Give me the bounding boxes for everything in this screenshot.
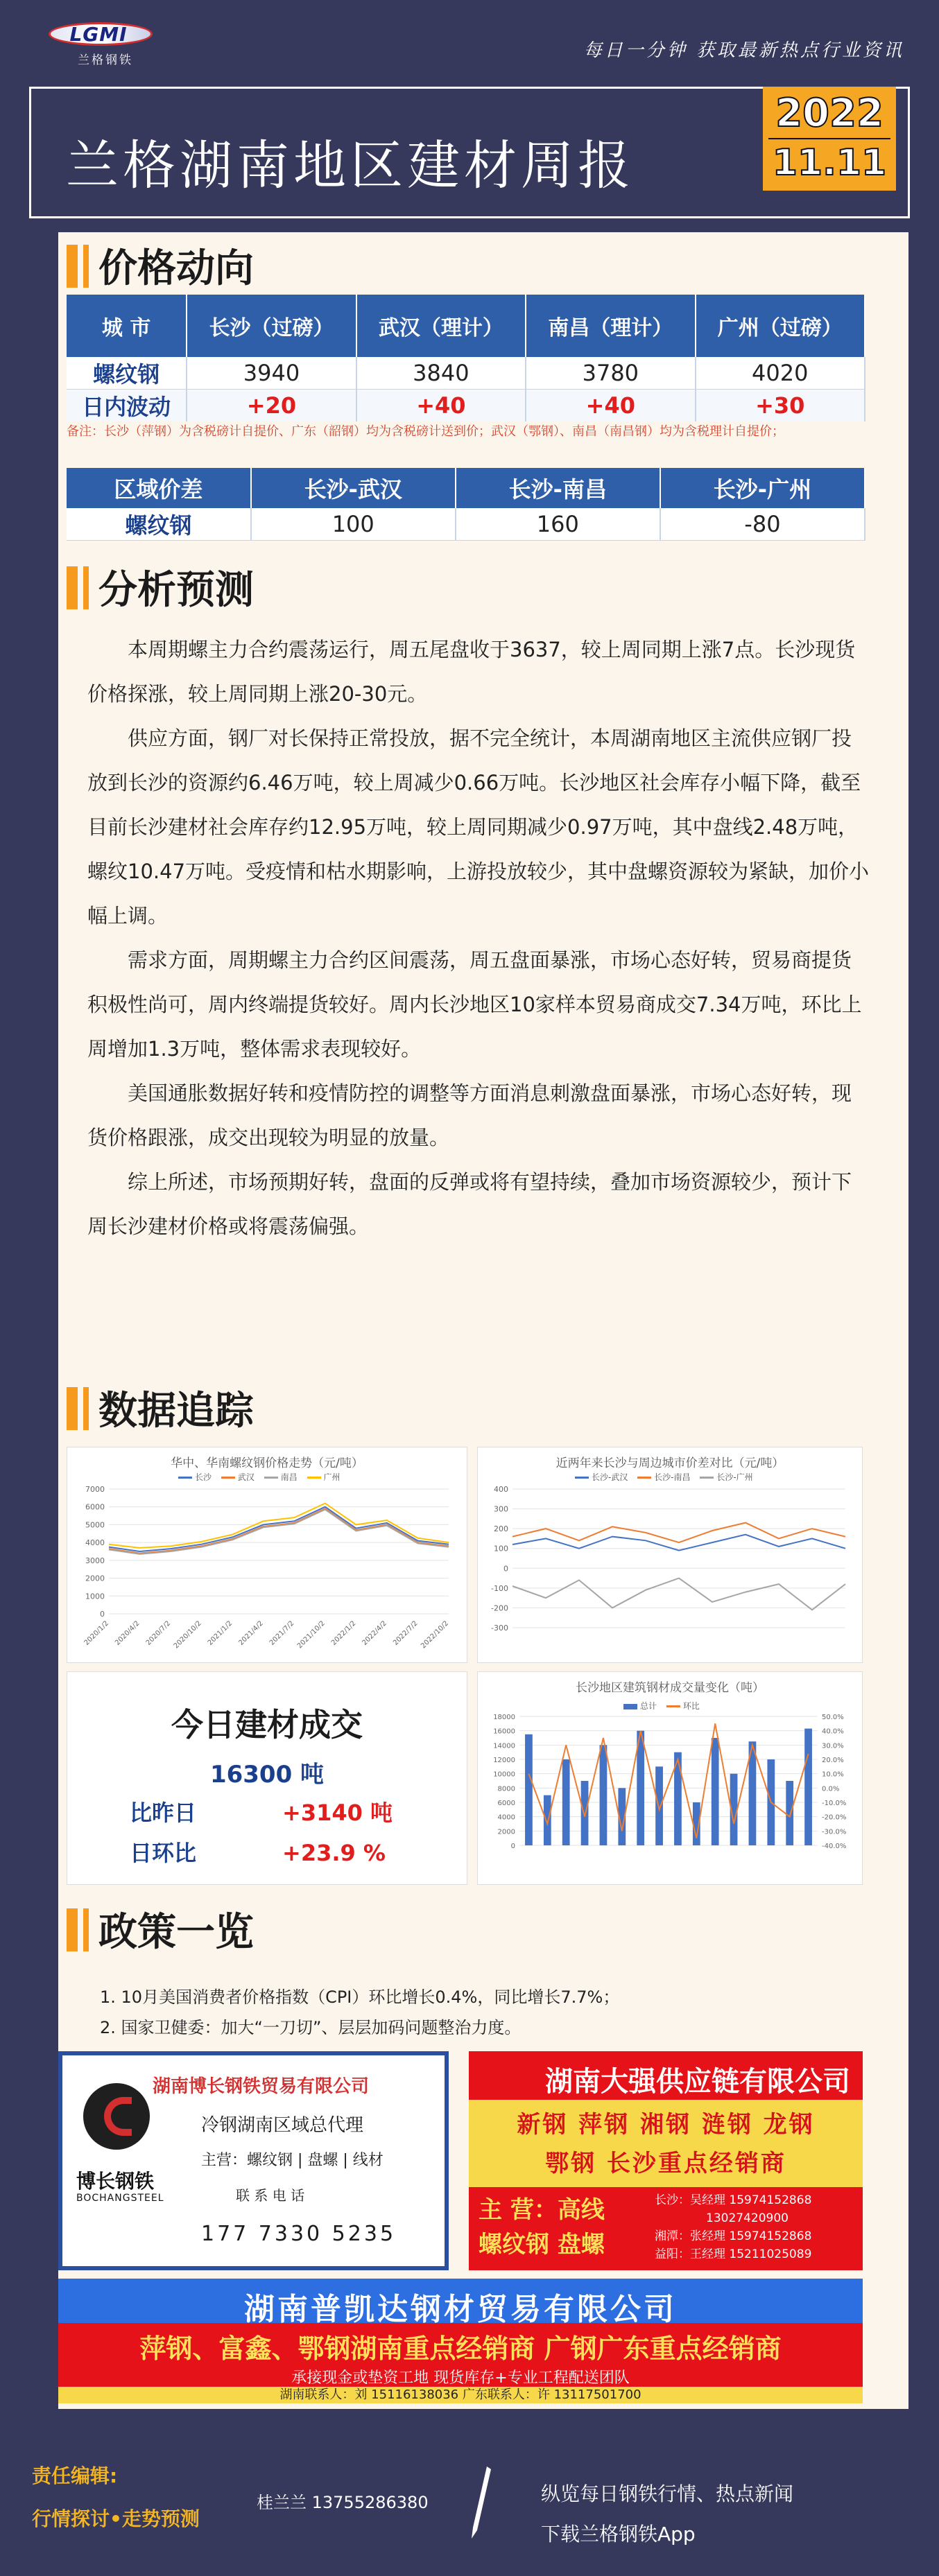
y2-tick-label: 50.0% [822, 1714, 844, 1721]
section-bar-thin [83, 566, 89, 609]
analysis-paragraph: 需求方面，周期螺主力合约区间震荡，周五盘面暴涨，市场心态好转，贸易商提货积极性尚可，周内终端提货较好。周内长沙地区10家样本贸易商成交7.34万吨，环比上周增加1.3万吨，整体需求表现较好。 [87, 948, 862, 1061]
footer-topics: 行情探讨•走势预测 [32, 2507, 200, 2530]
y2-tick-label: -10.0% [822, 1800, 847, 1807]
x-tick-label: 2020/1/2 [83, 1619, 111, 1647]
chart-price-diff-svg [478, 1447, 863, 1664]
ad-contact-line: 益阳：王经理 15211025089 [655, 2247, 812, 2261]
series-line [512, 1578, 845, 1610]
y-tick-label: -200 [491, 1603, 508, 1613]
trade-row-day-ratio [130, 1836, 386, 1868]
bar [712, 1738, 719, 1845]
table-row [67, 357, 865, 390]
section-bar-thin [83, 245, 89, 288]
bar [804, 1729, 812, 1845]
x-tick-label: 2021/10/2 [295, 1619, 327, 1651]
trade-volume: 16300 吨 [209, 1761, 325, 1789]
y2-tick-label: -20.0% [822, 1813, 847, 1822]
y-tick-label: 16000 [493, 1728, 515, 1736]
trade-row-value: +23.9 % [282, 1840, 386, 1866]
bar [544, 1795, 551, 1845]
chart-title: 华中、华南螺纹钢价格走势（元/吨） [171, 1456, 363, 1470]
ad-contact-line: 长沙：吴经理 15974152868 [655, 2193, 812, 2207]
ad-main-line: 主 营：高线 [479, 2196, 605, 2224]
ad-subtitle: 冷钢湖南区域总代理 [201, 2115, 364, 2136]
series-line [109, 1510, 449, 1554]
legend-label: 长沙-南昌 [654, 1472, 691, 1482]
y-tick-label: 0 [503, 1564, 508, 1574]
x-tick-label: 2022/1/2 [329, 1619, 358, 1647]
section-data-title: 数据追踪 [98, 1389, 254, 1434]
section-bar [67, 566, 78, 609]
chart-title: 长沙地区建筑钢材成交量变化（吨） [576, 1681, 764, 1695]
ad-daqiang[interactable] [469, 2051, 863, 2270]
chart-title: 近两年来长沙与周边城市价差对比（元/吨） [555, 1456, 784, 1470]
bochang-logo-icon [83, 2083, 150, 2150]
y-tick-label: 1000 [85, 1592, 105, 1601]
x-tick-label: 2021/7/2 [268, 1619, 296, 1647]
trade-row-value: +3140 吨 [282, 1800, 393, 1826]
ad-main-business [479, 2193, 605, 2262]
policy-item: 2. 国家卫健委：加大“一刀切”、层层加码问题整治力度。 [100, 2018, 522, 2037]
series-line [512, 1523, 845, 1543]
table-cell: +30 [696, 390, 865, 422]
analysis-paragraph: 本周期螺主力合约震荡运行，周五尾盘收于3637，较上周同期上涨7点。长沙现货价格探涨，较上周同期上涨20-30元。 [87, 638, 856, 706]
y2-tick-label: 10.0% [822, 1770, 844, 1779]
ad-tel-label: 联 系 电 话 [236, 2187, 305, 2204]
bar [600, 1745, 608, 1845]
y2-tick-label: -30.0% [822, 1828, 847, 1836]
policy-list [100, 1982, 619, 2043]
chart-price-trend [67, 1447, 467, 1663]
section-price-title: 价格动向 [98, 246, 254, 291]
trade-row-label: 比昨日 [130, 1800, 197, 1826]
y2-tick-label: 20.0% [822, 1757, 844, 1764]
legend-label: 总计 [640, 1701, 657, 1711]
price-table [67, 295, 865, 421]
logo-mark [104, 2097, 132, 2136]
x-tick-label: 2020/4/2 [114, 1619, 141, 1647]
section-analysis-title: 分析预测 [98, 568, 254, 613]
header-slogan: 每日一分钟 获取最新热点行业资讯 [583, 40, 904, 61]
table-header-cell: 广州（过磅） [696, 295, 865, 357]
y-tick-label: 14000 [493, 1742, 515, 1750]
date-badge [763, 87, 896, 191]
y-tick-label: 400 [494, 1485, 508, 1494]
table-row [67, 390, 865, 422]
ad-brand-name: 博长钢铁 [76, 2170, 155, 2193]
series-line [109, 1507, 449, 1551]
trade-row-label: 日环比 [130, 1840, 197, 1866]
price-note: 备注：长沙（萍钢）为含税磅计自提价、广东（韶钢）均为含税磅计送到价；武汉（鄂钢）、南昌（南昌钢）均为含税理计自提价； [67, 424, 784, 439]
trade-summary-card [67, 1671, 467, 1885]
chart-price-diff [477, 1447, 863, 1663]
ad-header-band [58, 2279, 863, 2327]
ad-pukaida[interactable] [58, 2279, 863, 2403]
section-bar-thin [83, 1908, 89, 1951]
footer-app-line1: 纵览每日钢铁行情、热点新闻 [541, 2482, 794, 2505]
price-diff-table [67, 468, 865, 541]
main-panel [58, 232, 908, 2409]
y-tick-label: 4000 [85, 1538, 105, 1548]
y-tick-label: 18000 [493, 1714, 515, 1721]
price-table-header [67, 295, 865, 357]
analysis-paragraph: 供应方面，钢厂对长保持正常投放，据不完全统计，本周湖南地区主流供应钢厂投放到长沙的资源约6.46万吨，较上周减少0.66万吨。长沙地区社会库存小幅下降，截至目前长沙建材社会库存约12.95万吨，较上周同期减少0.97万吨，其中盘线2.48万吨，螺纹10.47万吨。受疫情和枯水期影响，上游投放较少，其中盘螺资源较为紧缺，加价小幅上调。 [87, 726, 870, 928]
ad-dealer-line: 萍钢、富鑫、鄂钢湖南重点经销商 广钢广东重点经销商 [139, 2333, 782, 2364]
table-cell: 4020 [696, 357, 865, 390]
report-title: 兰格湖南地区建材周报 [66, 134, 635, 196]
table-header-cell: 区域价差 [67, 468, 251, 508]
ad-tel-number: 177 7330 5235 [201, 2222, 397, 2246]
x-tick-label: 2020/10/2 [172, 1619, 203, 1651]
bar [786, 1781, 793, 1845]
analysis-paragraph: 综上所述，市场预期好转，盘面的反弹或将有望持续，叠加市场资源较少，预计下周长沙建材价格或将震荡偏强。 [87, 1170, 852, 1238]
y2-tick-label: 40.0% [822, 1728, 844, 1736]
ad-company-name: 湖南大强供应链有限公司 [545, 2066, 850, 2098]
table-header-cell: 长沙-广州 [660, 468, 865, 508]
date-divider [768, 138, 890, 139]
chart-price-trend-svg [67, 1447, 468, 1664]
y-tick-label: 5000 [85, 1520, 105, 1530]
logo-text: LGMI [69, 23, 128, 46]
policy-item: 1. 10月美国消费者价格指数（CPI）环比增长0.4%，同比增长7.7%； [100, 1987, 620, 2007]
date-month-day: 11.11 [772, 142, 887, 184]
brand-logo [36, 12, 161, 68]
y-tick-label: 12000 [493, 1757, 515, 1764]
table-cell: +40 [526, 390, 695, 422]
section-bar [67, 245, 78, 288]
ad-main-line: 螺纹钢 盘螺 [479, 2231, 605, 2259]
table-cell: 螺纹钢 [67, 357, 187, 390]
table-header-cell: 城 市 [67, 295, 187, 357]
legend-label: 长沙-武汉 [592, 1472, 628, 1482]
table-cell: 160 [456, 508, 660, 541]
y-tick-label: 2000 [497, 1828, 515, 1836]
ad-main-business: 主营：螺纹钢 | 盘螺 | 线材 [201, 2152, 384, 2169]
table-header-cell: 长沙-南昌 [456, 468, 660, 508]
footer-editor-contact: 桂兰兰 13755286380 [257, 2493, 429, 2512]
table-cell: 100 [251, 508, 456, 541]
x-tick-label: 2020/7/2 [144, 1619, 173, 1647]
y-tick-label: 2000 [85, 1574, 105, 1583]
y-tick-label: 4000 [497, 1813, 515, 1822]
chart-trade-volume-svg [478, 1672, 863, 1886]
table-header-cell: 南昌（理计） [526, 295, 695, 357]
ad-brands-band [469, 2100, 863, 2187]
table-cell: +20 [187, 390, 356, 422]
ad-brands-line: 新钢 萍钢 湘钢 涟钢 龙钢 [517, 2111, 815, 2139]
ad-contact-line: 13027420900 [706, 2211, 789, 2225]
table-header-cell: 长沙（过磅） [187, 295, 356, 357]
ad-bochang[interactable] [58, 2051, 449, 2270]
table-header-cell: 武汉（理计） [356, 295, 526, 357]
diff-table-header [67, 468, 865, 508]
ad-contact-line: 湘潭：张经理 15974152868 [655, 2229, 812, 2243]
y2-tick-label: 30.0% [822, 1742, 844, 1750]
date-year: 2022 [775, 91, 884, 136]
table-cell: +40 [356, 390, 526, 422]
y-tick-label: 0 [510, 1843, 515, 1850]
y-tick-label: 200 [494, 1524, 508, 1534]
table-row [67, 508, 865, 541]
legend-label: 环比 [682, 1701, 700, 1711]
table-cell: 日内波动 [67, 390, 187, 422]
y-tick-label: 10000 [493, 1770, 515, 1779]
bar [581, 1781, 589, 1845]
section-bar [67, 1908, 78, 1951]
y-tick-label: 8000 [497, 1785, 515, 1793]
table-cell: 3840 [356, 357, 526, 390]
analysis-paragraph: 美国通胀数据好转和疫情防控的调整等方面消息刺激盘面暴涨，市场心态好转，现货价格跟涨，成交出现较为明显的放量。 [87, 1081, 852, 1149]
chart-trade-volume [477, 1671, 863, 1885]
footer-editor-label: 责任编辑: [32, 2464, 118, 2487]
legend-label: 广州 [323, 1472, 341, 1482]
y-tick-label: -100 [491, 1583, 508, 1593]
ad-contacts: 湖南联系人：刘 15116138036 广东联系人：许 13117501700 [58, 2387, 863, 2403]
y-tick-label: 3000 [85, 1556, 105, 1565]
trade-title: 今日建材成交 [171, 1706, 363, 1743]
header [0, 0, 939, 83]
section-bar-thin [83, 1387, 89, 1430]
bar [525, 1734, 533, 1845]
y2-tick-label: -40.0% [822, 1843, 847, 1850]
table-cell: 3780 [526, 357, 695, 390]
series-line [528, 1723, 808, 1838]
table-header-cell: 长沙-武汉 [251, 468, 456, 508]
footer-app-line2[interactable]: 下载兰格钢铁App [541, 2523, 696, 2545]
y-tick-label: 100 [494, 1544, 508, 1554]
table-cell: 3940 [187, 357, 356, 390]
ad-company-name: 湖南博长钢铁贸易有限公司 [153, 2076, 370, 2097]
y-tick-label: 300 [494, 1504, 508, 1514]
y-tick-label: -300 [491, 1624, 508, 1633]
y-tick-label: 0 [100, 1610, 105, 1619]
ad-brand-en: BOCHANGSTEEL [76, 2193, 164, 2204]
table-cell: -80 [660, 508, 865, 541]
ad-contacts [655, 2191, 811, 2263]
trade-row-vs-yesterday [130, 1795, 393, 1827]
table-cell: 螺纹钢 [67, 508, 251, 541]
section-policy-title: 政策一览 [98, 1910, 254, 1955]
logo-cn-text: 兰格钢铁 [78, 53, 133, 67]
bar [562, 1759, 570, 1845]
y-tick-label: 6000 [85, 1502, 105, 1512]
y2-tick-label: 0.0% [822, 1785, 840, 1793]
pen-icon [466, 2465, 494, 2541]
analysis-text [87, 627, 871, 1248]
section-bar [67, 1387, 78, 1430]
x-tick-label: 2022/7/2 [392, 1619, 420, 1647]
x-tick-label: 2022/4/2 [361, 1619, 389, 1647]
ad-slogan: 承接现金或垫资工地 现货库存+专业工程配送团队 [291, 2369, 630, 2387]
y-tick-label: 7000 [85, 1485, 105, 1494]
legend-label: 长沙-广州 [716, 1472, 753, 1482]
legend-label: 南昌 [280, 1472, 298, 1482]
x-tick-label: 2022/10/2 [420, 1619, 451, 1651]
ad-company-name: 湖南普凯达钢材贸易有限公司 [244, 2292, 677, 2327]
bar [655, 1766, 663, 1845]
ad-brands-line: 鄂钢 长沙重点经销商 [545, 2150, 786, 2177]
legend-label: 长沙 [195, 1472, 212, 1482]
x-tick-label: 2021/4/2 [237, 1619, 265, 1647]
y-tick-label: 6000 [497, 1800, 515, 1807]
x-tick-label: 2021/1/2 [206, 1619, 234, 1647]
legend-label: 武汉 [237, 1472, 255, 1482]
